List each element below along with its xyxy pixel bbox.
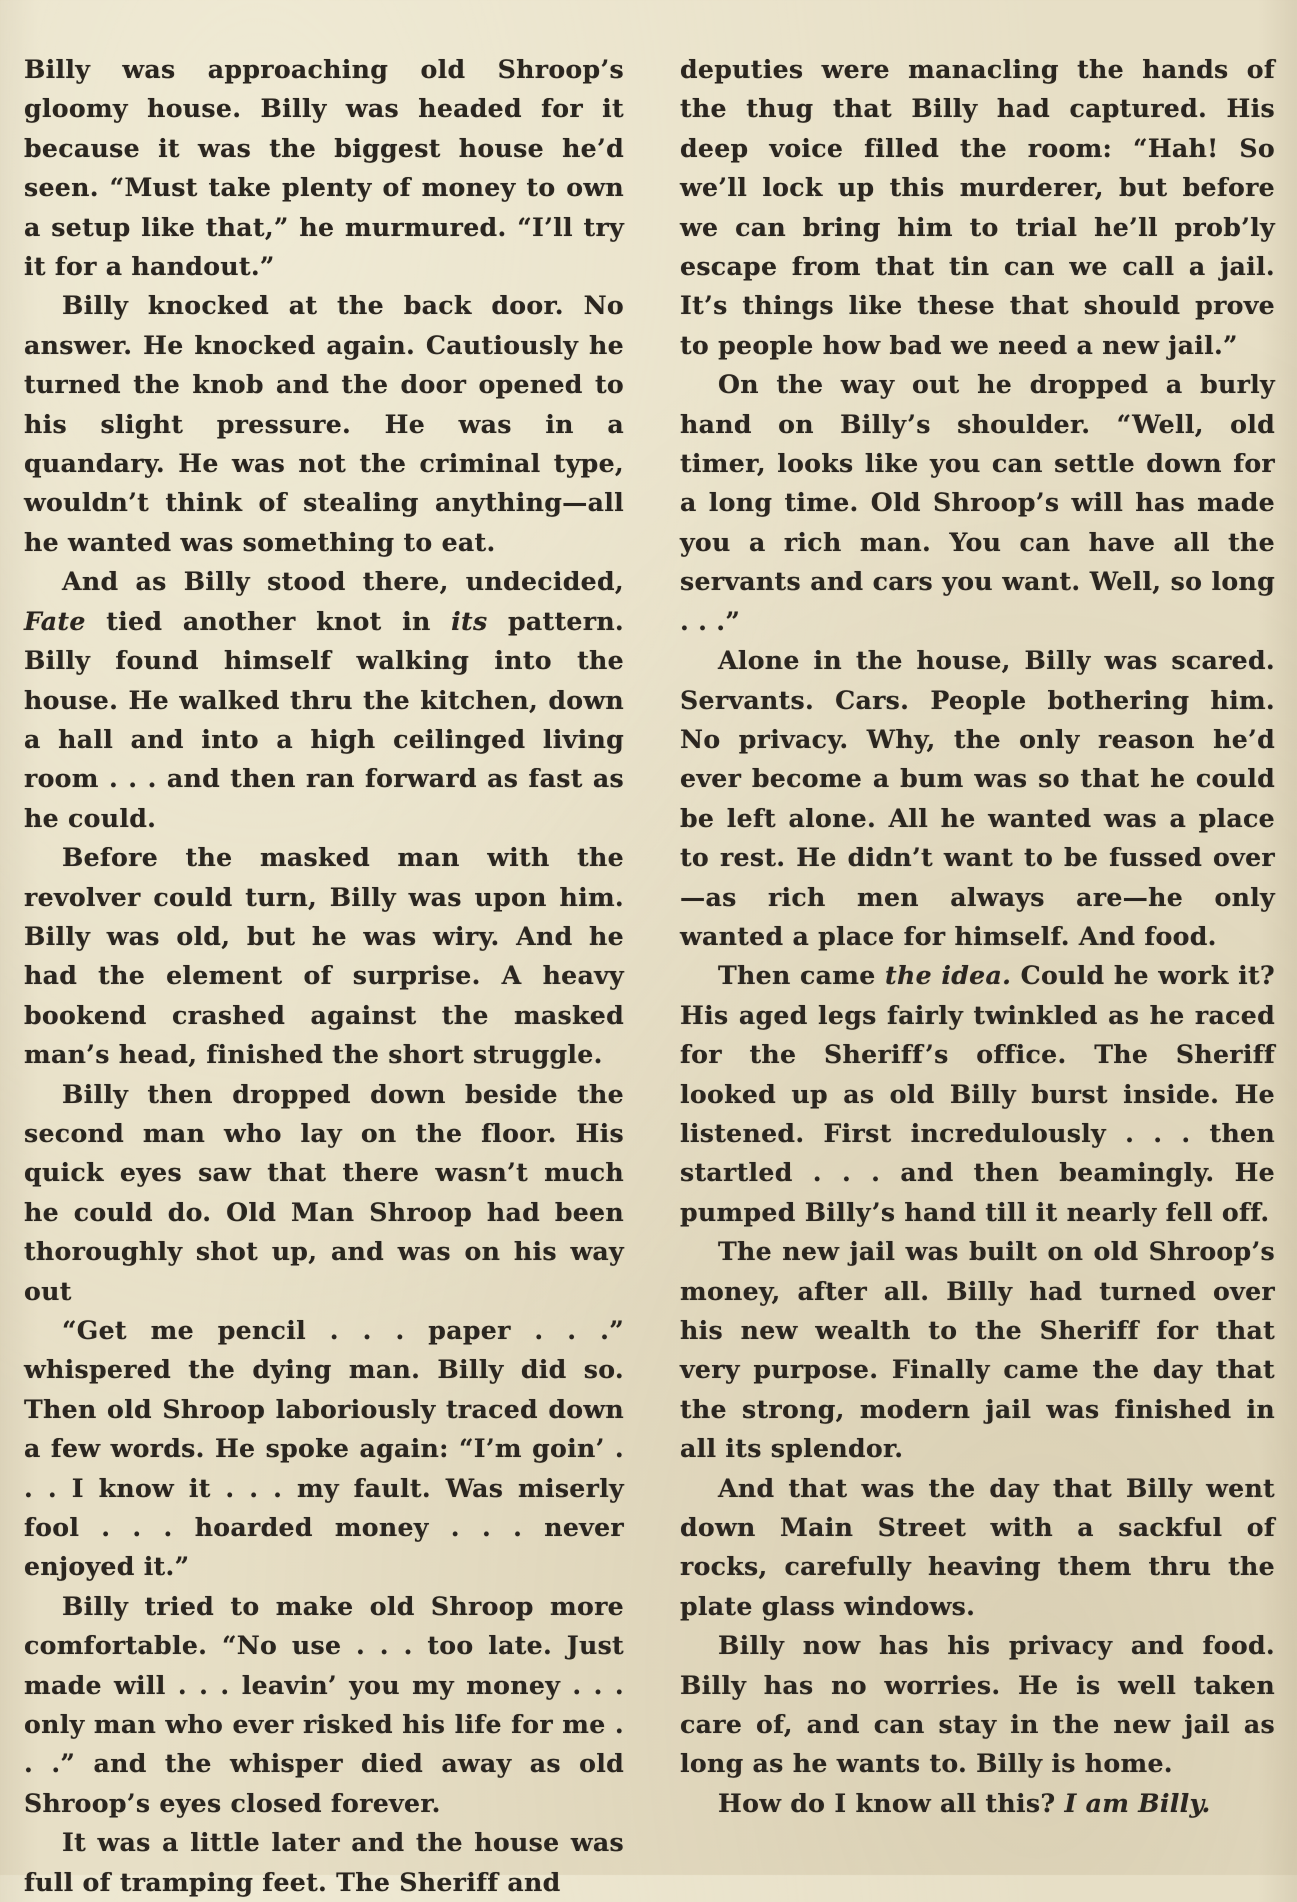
paragraph: Billy tried to make old Shroop more comfortable. “No use . . . too late. Just made will . . . leavin’ you my money . . . only man who ever risked his life for me . . .” and the whisper died away as old Shroop’s eyes closed forever. xyxy=(24,1590,624,1818)
paragraph xyxy=(24,562,624,838)
right-column xyxy=(680,50,1275,1823)
paragraph-text: How do I know all this? xyxy=(718,1787,1065,1818)
paragraph: On the way out he dropped a burly hand on Billy’s shoulder. “Well, old timer, looks like you can settle down for a long time. Old Shroop’s will has made you a rich man. You can have all the servants and cars you want. Well, so long . . .” xyxy=(680,369,1275,636)
paragraph: The new jail was built on old Shroop’s money, after all. Billy had turned over his new wealth to the Sheriff for that very purpose. Finally came the day that the strong, modern jail was finished in all its splendor. xyxy=(680,1236,1275,1464)
paragraph: It was a little later and the house was full of tramping feet. The Sheriff and xyxy=(24,1827,624,1897)
left-column xyxy=(24,50,624,1902)
emphasis-the-idea: the idea. xyxy=(885,960,1012,991)
paragraph: “Get me pencil . . . paper . . .” whispered the dying man. Billy did so. Then old Shroop laboriously traced down a few words. He spoke again: “I’m goin’ . . . I know it . . . my fault. Was miserly fool . . . hoarded money . . . never enjoyed it.” xyxy=(24,1315,624,1582)
closing-paragraph xyxy=(680,1784,1275,1823)
paragraph-text: And as Billy stood there, undecided, xyxy=(62,566,624,597)
paragraph: Billy was approaching old Shroop’s gloomy house. Billy was headed for it because it was the biggest house he’d seen. “Must take plenty of money to own a setup like that,” he murmured. “I’ll try it for a handout.” xyxy=(24,54,624,282)
paragraph-text: Could he work it? His aged legs fairly twinkled as he raced for the Sheriff’s office. The Sheriff looked up as old Billy burst inside. He listened. First incredulously . . . then startled . . . and then beamingly. He pumped Billy’s hand till it nearly fell off. xyxy=(680,960,1275,1227)
paragraph-text: tied another knot in xyxy=(85,605,452,636)
paragraph: Billy then dropped down beside the second man who lay on the floor. His quick eyes saw that there wasn’t much he could do. Old Man Shroop had been thoroughly shot up, and was on his way out xyxy=(24,1078,624,1306)
paragraph-text: Then came xyxy=(718,960,886,991)
paragraph: deputies were manacling the hands of the thug that Billy had captured. His deep voice filled the room: “Hah! So we’ll lock up this murderer, but before we can bring him to trial he’ll prob’ly escape from that tin can we call a jail. It’s things like these that should prove to people how bad we need a new jail.” xyxy=(680,54,1275,360)
paragraph xyxy=(680,956,1275,1232)
paragraph: Alone in the house, Billy was scared. Servants. Cars. People bothering him. No privacy. Why, the only reason he’d ever become a bum was so that he could be left alone. All he wanted was a place to rest. He didn’t want to be fussed over—as rich men always are—he only wanted a place for himself. And food. xyxy=(680,645,1275,951)
paragraph: Billy knocked at the back door. No answer. He knocked again. Cautiously he turned the knob and the door opened to his slight pressure. He was in a quandary. He was not the criminal type, wouldn’t think of stealing anything—all he wanted was something to eat. xyxy=(24,290,624,557)
emphasis-its: its xyxy=(451,605,488,636)
emphasis-i-am-billy: I am Billy. xyxy=(1064,1787,1211,1818)
paragraph-text: pattern. Billy found himself walking into the house. He walked thru the kitchen, down a hall and into a high ceilinged living room . . . and then ran forward as fast as he could. xyxy=(24,605,625,833)
emphasis-fate: Fate xyxy=(24,605,86,636)
paragraph: Billy now has his privacy and food. Billy has no worries. He is well taken care of, and can stay in the new jail as long as he wants to. Billy is home. xyxy=(680,1630,1275,1779)
paragraph: And that was the day that Billy went down Main Street with a sackful of rocks, carefully heaving them thru the plate glass windows. xyxy=(680,1472,1275,1621)
paragraph: Before the masked man with the revolver could turn, Billy was upon him. Billy was old, but he was wiry. And he had the element of surprise. A heavy bookend crashed against the masked man’s head, finished the short struggle. xyxy=(24,842,624,1070)
